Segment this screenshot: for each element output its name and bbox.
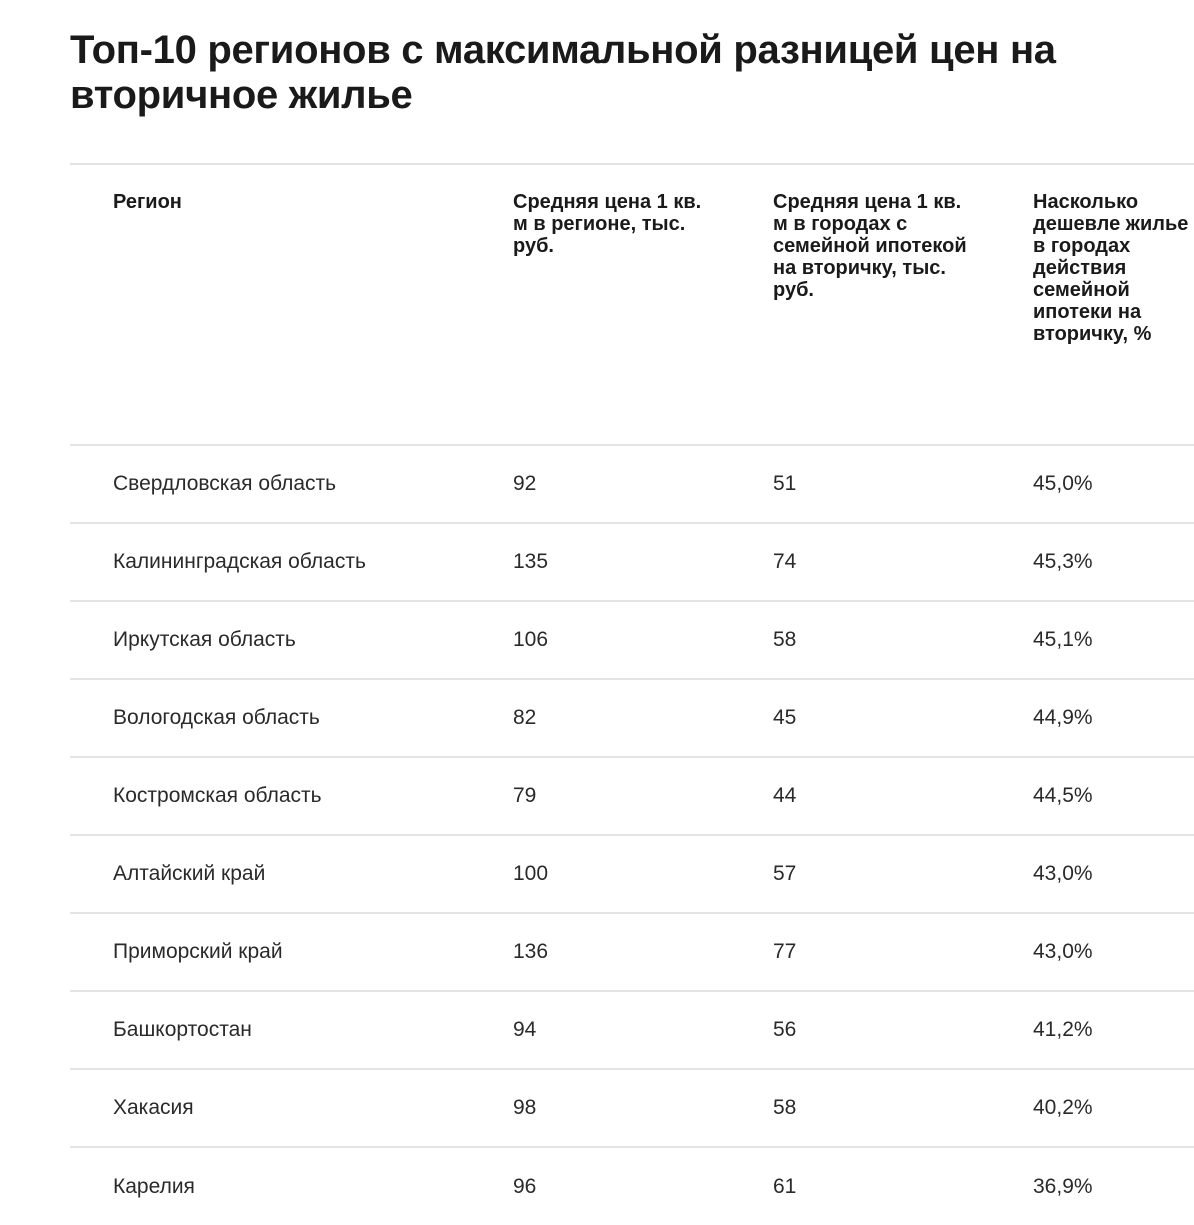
cell-discount: 40,2% <box>1033 1096 1093 1119</box>
page-title: Топ-10 регионов с максимальной разницей цен на вторичное жилье <box>70 28 1056 117</box>
cell-discount: 36,9% <box>1033 1174 1093 1198</box>
cell-region: Хакасия <box>113 1096 194 1119</box>
cell-city-price: 61 <box>773 1174 797 1198</box>
cell-city-price: 51 <box>773 472 797 495</box>
cell-region-price: 92 <box>513 472 537 495</box>
cell-region-price: 82 <box>513 706 537 729</box>
cell-region: Башкортостан <box>113 1018 252 1041</box>
column-header-discount: Насколько дешевле жилье в городах действия семейной ипотеки на вторичку, % <box>1033 191 1189 345</box>
cell-region-price: 96 <box>513 1174 537 1198</box>
cell-city-price: 56 <box>773 1018 797 1041</box>
cell-region: Приморский край <box>113 940 283 963</box>
cell-region: Свердловская область <box>113 472 337 495</box>
table-header <box>70 164 1194 445</box>
cell-region-price: 106 <box>513 628 549 651</box>
cell-region: Вологодская область <box>113 706 320 729</box>
cell-region-price: 100 <box>513 862 549 885</box>
table-row <box>70 757 1194 835</box>
table-row <box>70 1147 1194 1225</box>
cell-city-price: 77 <box>773 940 797 963</box>
price-table <box>70 163 1194 1225</box>
cell-region: Алтайский край <box>113 862 266 885</box>
cell-discount: 41,2% <box>1033 1018 1093 1041</box>
cell-region-price: 135 <box>513 550 549 573</box>
cell-discount: 44,5% <box>1033 784 1093 807</box>
cell-discount: 43,0% <box>1033 940 1093 963</box>
cell-discount: 43,0% <box>1033 862 1093 885</box>
cell-discount: 44,9% <box>1033 706 1093 729</box>
cell-region: Костромская область <box>113 784 322 807</box>
cell-city-price: 74 <box>773 550 797 573</box>
cell-city-price: 44 <box>773 784 797 807</box>
cell-region-price: 98 <box>513 1096 537 1119</box>
cell-city-price: 58 <box>773 1096 797 1119</box>
cell-city-price: 45 <box>773 706 797 729</box>
column-header-region-price: Средняя цена 1 кв. м в регионе, тыс. руб. <box>513 191 702 257</box>
cell-city-price: 57 <box>773 862 797 885</box>
cell-region: Карелия <box>113 1174 195 1198</box>
table-row <box>70 835 1194 913</box>
table-row <box>70 445 1194 523</box>
cell-region: Иркутская область <box>113 628 296 651</box>
table-header-row <box>70 164 1194 445</box>
cell-discount: 45,0% <box>1033 472 1093 495</box>
table-row <box>70 523 1194 601</box>
table-row <box>70 601 1194 679</box>
price-table-container <box>70 163 1189 1225</box>
table-row <box>70 991 1194 1069</box>
cell-region-price: 94 <box>513 1018 537 1041</box>
cell-city-price: 58 <box>773 628 797 651</box>
cell-discount: 45,1% <box>1033 628 1093 651</box>
table-body <box>70 445 1194 1225</box>
table-row <box>70 913 1194 991</box>
cell-region: Калининградская область <box>113 550 366 573</box>
cell-region-price: 136 <box>513 940 549 963</box>
column-header-city-price: Средняя цена 1 кв. м в городах с семейной ипотекой на вторичку, тыс. руб. <box>773 191 967 301</box>
table-row <box>70 679 1194 757</box>
column-header-region: Регион <box>113 191 182 213</box>
cell-region-price: 79 <box>513 784 537 807</box>
cell-discount: 45,3% <box>1033 550 1093 573</box>
table-row <box>70 1069 1194 1147</box>
